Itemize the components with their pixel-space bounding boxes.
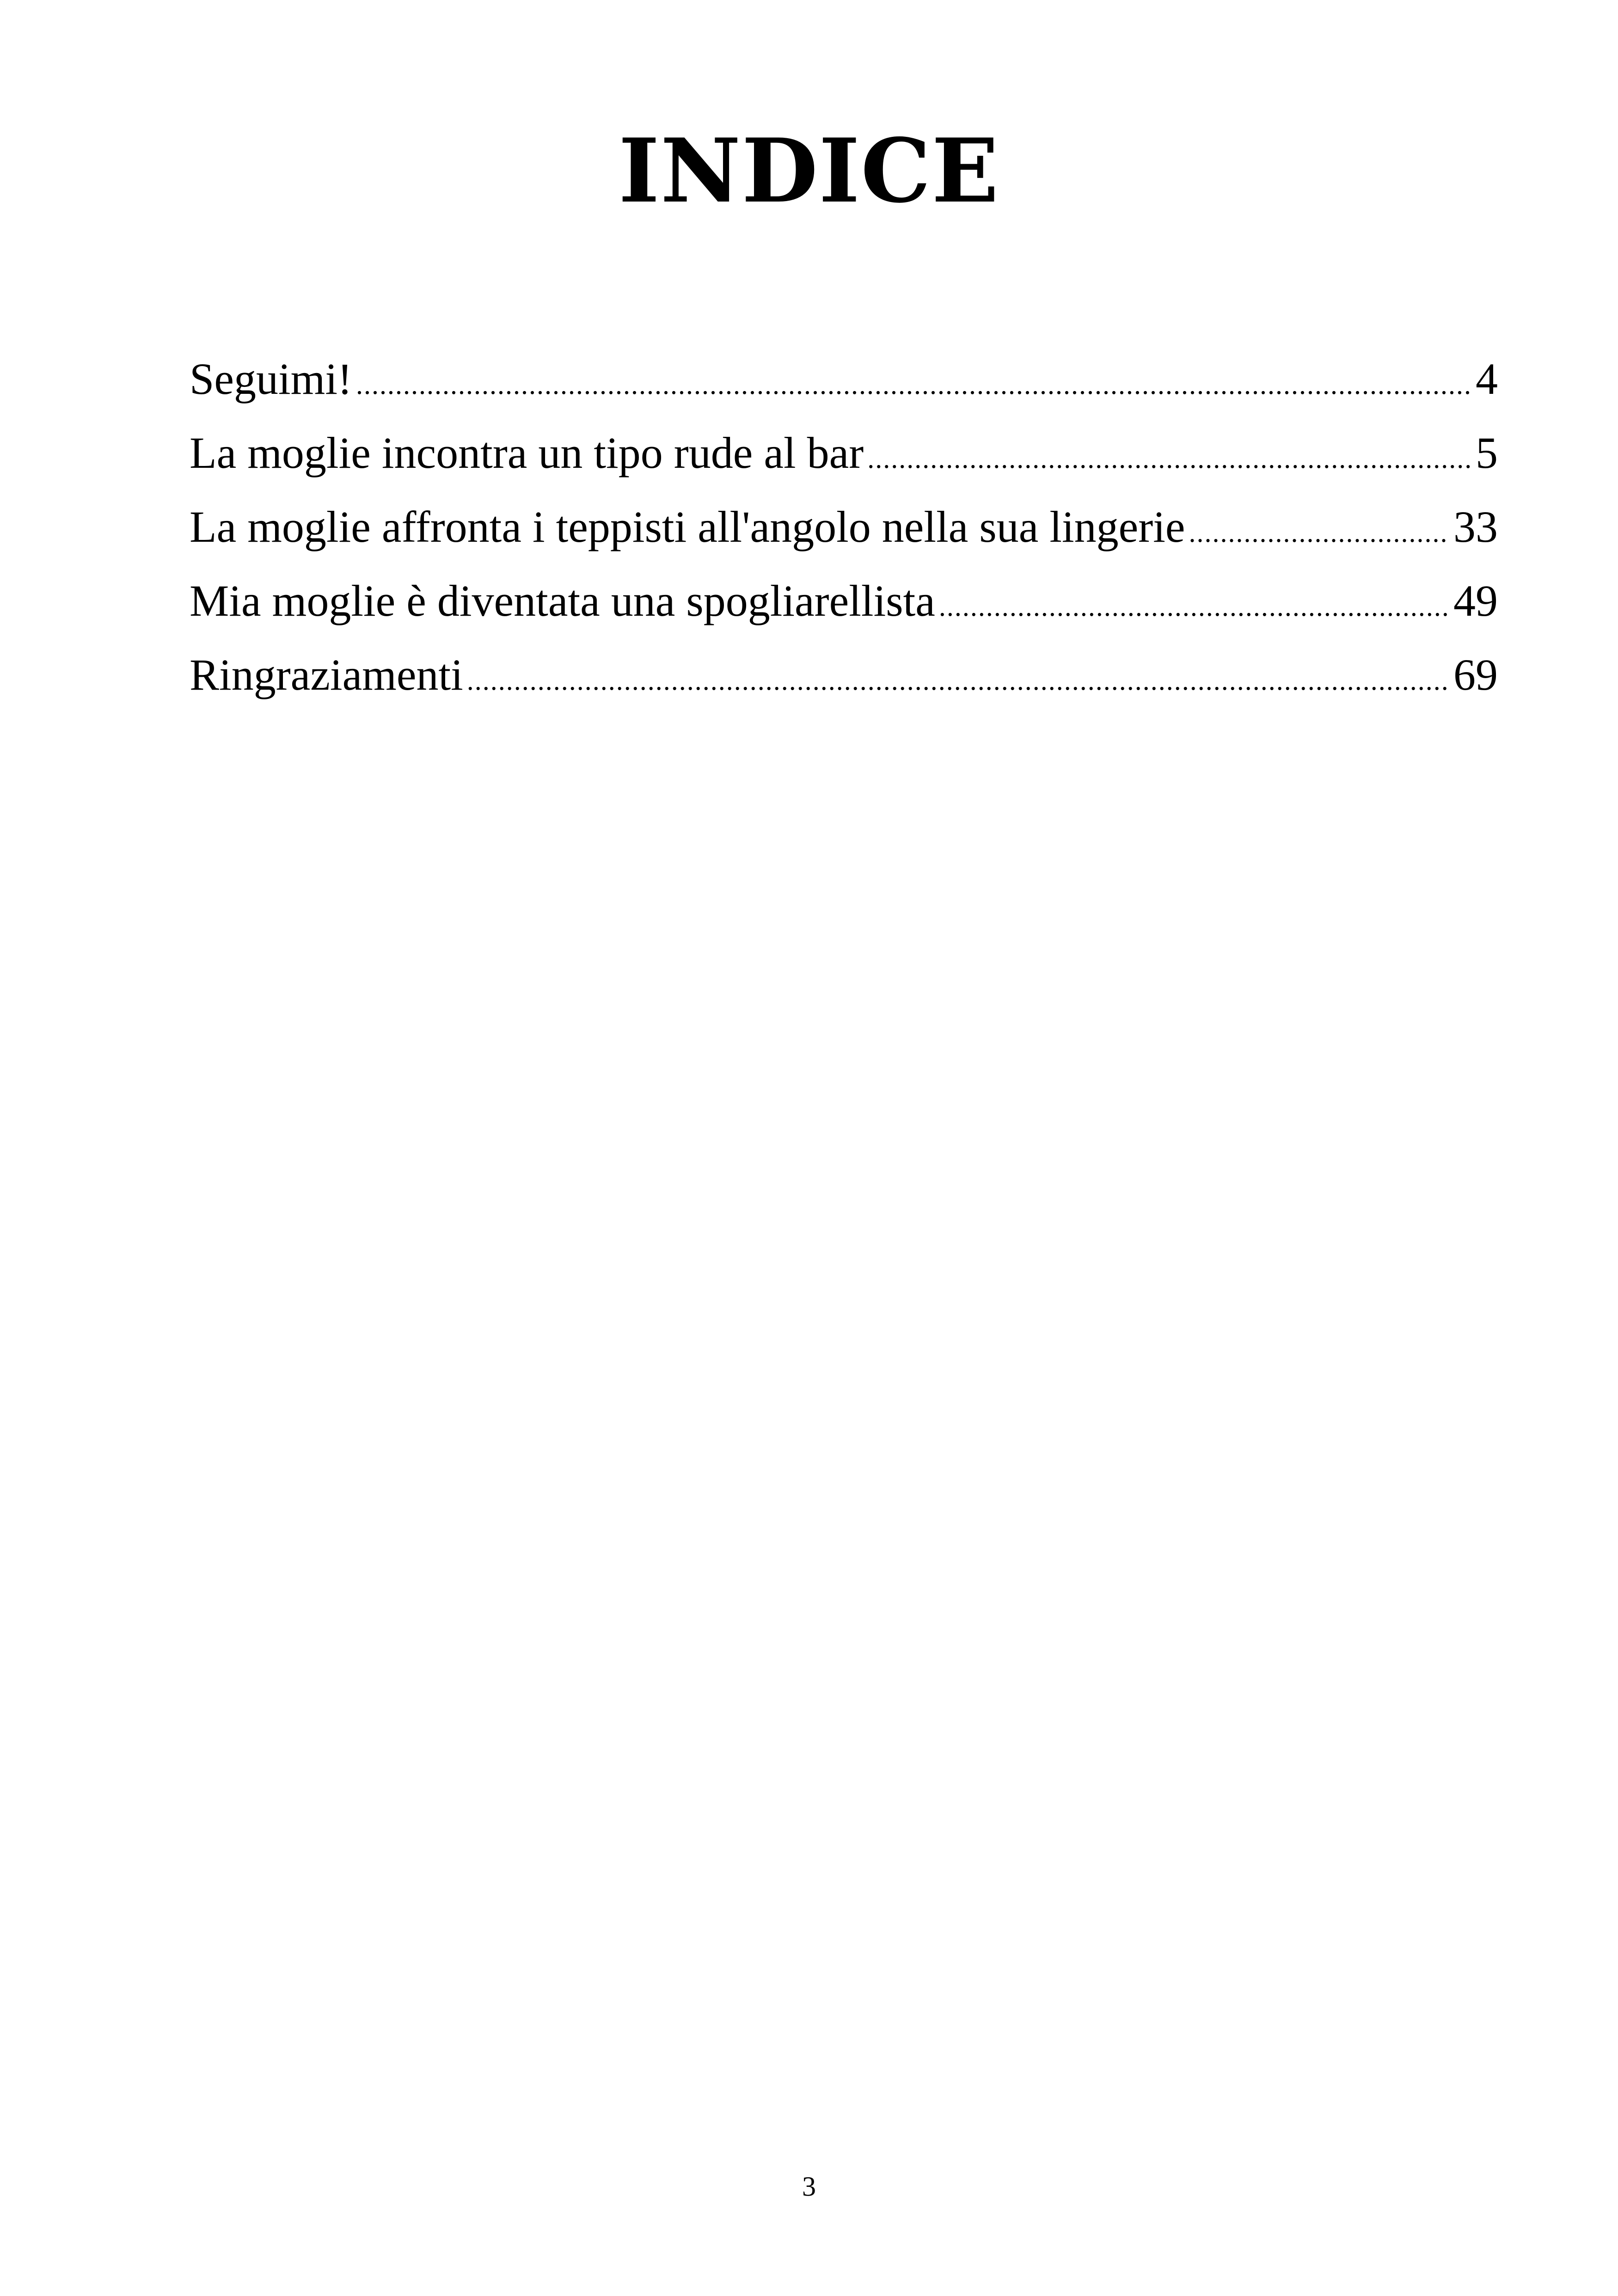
toc-entry[interactable] (190, 342, 1498, 416)
toc-entry-title: Mia moglie è diventata una spogliarellista (190, 576, 935, 625)
toc-entry-title: Ringraziamenti (190, 650, 463, 699)
toc-entry[interactable] (190, 638, 1498, 712)
toc-entry[interactable] (190, 564, 1498, 638)
table-of-contents (190, 342, 1498, 712)
page-number: 3 (802, 2171, 816, 2202)
toc-dot-leader (467, 643, 1449, 712)
toc-entry-page: 4 (1476, 354, 1498, 404)
toc-entry-title: Seguimi! (190, 354, 352, 404)
toc-entry-title: La moglie incontra un tipo rude al bar (190, 428, 864, 478)
toc-entry[interactable] (190, 490, 1498, 564)
toc-entry-title: La moglie affronta i teppisti all'angolo nella sua lingerie (190, 502, 1185, 551)
toc-entry-page: 49 (1453, 576, 1498, 625)
toc-entry[interactable] (190, 416, 1498, 490)
toc-entry-page: 33 (1453, 502, 1498, 551)
toc-entry-page: 5 (1476, 428, 1498, 478)
toc-dot-leader (356, 348, 1471, 416)
toc-dot-leader (867, 422, 1471, 490)
toc-dot-leader (1189, 496, 1449, 564)
toc-entry-page: 69 (1453, 650, 1498, 699)
toc-dot-leader (939, 569, 1449, 638)
page-title: INDICE (618, 119, 1000, 222)
